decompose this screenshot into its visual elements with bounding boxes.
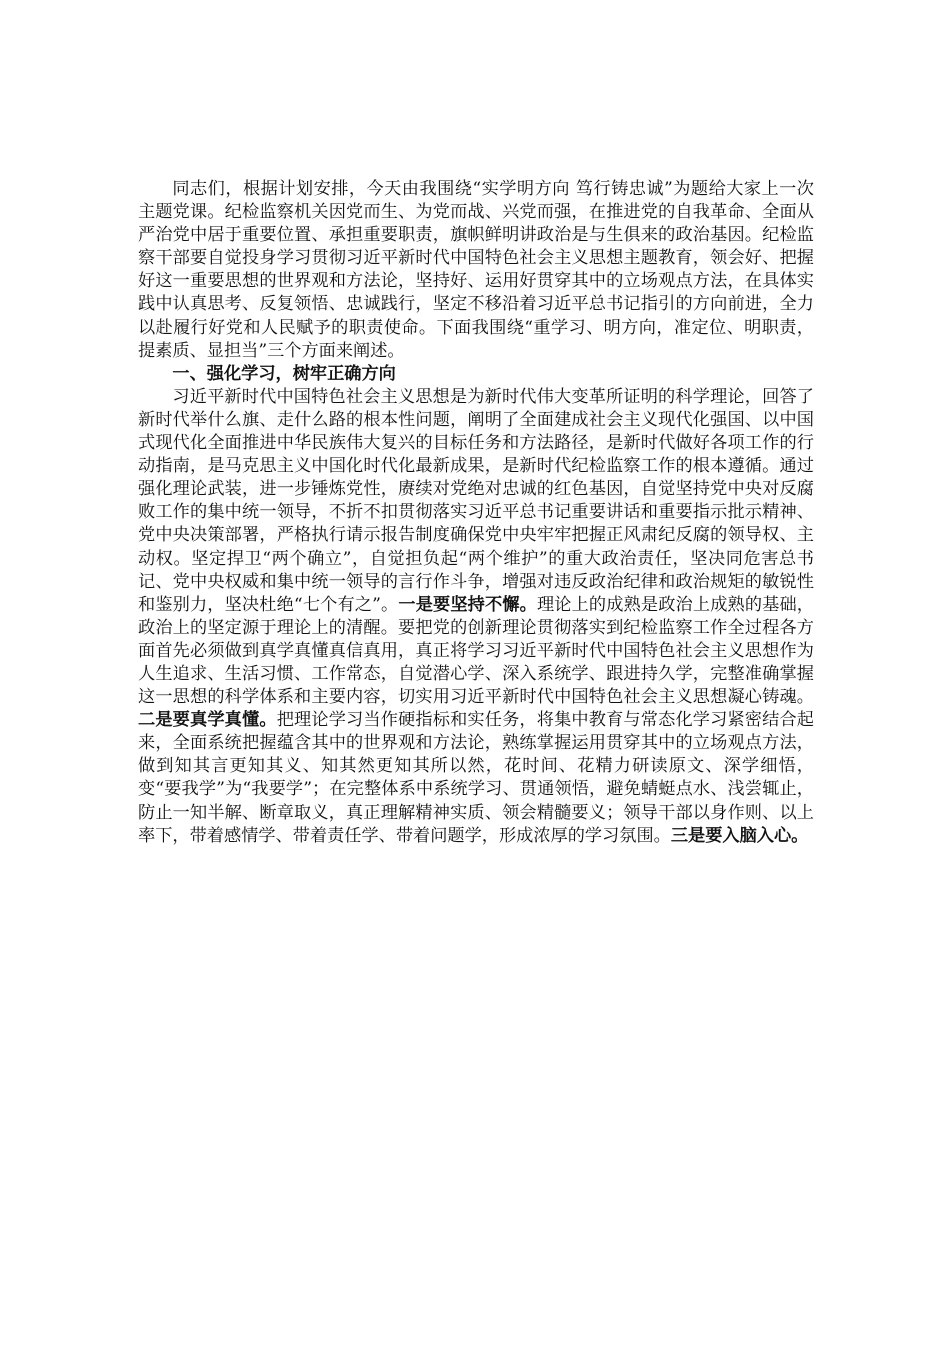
section-paragraph <box>138 386 814 848</box>
section-heading <box>138 363 814 386</box>
intro-text: 同志们，根据计划安排，今天由我围绕“实学明方向 笃行铸忠诚”为题给大家上一次主题党课。纪检监察机关因党而生、为党而战、兴党而强，在推进党的自我革命、全面从严治党中居于重要位置、承担重要职责，旗帜鲜明讲政治是与生俱来的政治基因。纪检监察干部要自觉投身学习贯彻习近平新时代中国特色社会主义思想主题教育，领会好、把握好这一重要思想的世界观和方法论，坚持好、运用好贯穿其中的立场观点方法，在具体实践中认真思考、反复领悟、忠诚践行，坚定不移沿着习近平总书记指引的方向前进，全力以赴履行好党和人民赋予的职责使命。下面我围绕“重学习、明方向，准定位、明职责，提素质、显担当”三个方面来阐述。 <box>138 179 814 361</box>
document-body <box>138 178 814 848</box>
point-two-label: 二是要真学真懂。 <box>138 710 277 731</box>
section-text-1: 习近平新时代中国特色社会主义思想是为新时代伟大变革所证明的科学理论，回答了新时代举什么旗、走什么路的根本性问题，阐明了全面建成社会主义现代化强国、以中国式现代化全面推进中华民族伟大复兴的目标任务和方法路径，是新时代做好各项工作的行动指南，是马克思主义中国化时代化最新成果，是新时代纪检监察工作的根本遵循。通过强化理论武装，进一步锤炼党性，赓续对党绝对忠诚的红色基因，自觉坚持党中央对反腐败工作的集中统一领导，不折不扣贯彻落实习近平总书记重要讲话和重要指示批示精神、党中央决策部署，严格执行请示报告制度确保党中央牢牢把握正风肃纪反腐的领导权、主动权。坚定捍卫“两个确立”，自觉担负起“两个维护”的重大政治责任，坚决同危害总书记、党中央权威和集中统一领导的言行作斗争，增强对违反政治纪律和政治规矩的敏锐性和鉴别力，坚决杜绝“七个有之”。 <box>138 386 814 615</box>
section-text-3: 把理论学习当作硬指标和实任务，将集中教育与常态化学习紧密结合起来，全面系统把握蕴含其中的世界观和方法论，熟练掌握运用贯穿其中的立场观点方法，做到知其言更知其义、知其然更知其所以然，花时间、花精力研读原文、深学细悟，变“要我学”为“我要学”；在完整体系中系统学习、贯通领悟，避免蜻蜓点水、浅尝辄止，防止一知半解、断章取义，真正理解精神实质、领会精髓要义；领导干部以身作则、以上率下，带着感情学、带着责任学、带着问题学，形成浓厚的学习氛围。 <box>138 710 814 846</box>
intro-paragraph <box>138 178 814 363</box>
point-three-label: 三是要入脑入心。 <box>670 825 809 846</box>
section-heading-text: 一、强化学习，树牢正确方向 <box>172 363 396 384</box>
point-one-label: 一是要坚持不懈。 <box>398 594 537 615</box>
section-text-2: 理论上的成熟是政治上成熟的基础，政治上的坚定源于理论上的清醒。要把党的创新理论贯彻落实到纪检监察工作全过程各方面首先必须做到真学真懂真信真用，真正将学习习近平新时代中国特色社会主义思想作为人生追求、生活习惯、工作常态，自觉潜心学、深入系统学、跟进持久学，完整准确掌握这一思想的科学体系和主要内容，切实用习近平新时代中国特色社会主义思想凝心铸魂。 <box>138 594 814 708</box>
